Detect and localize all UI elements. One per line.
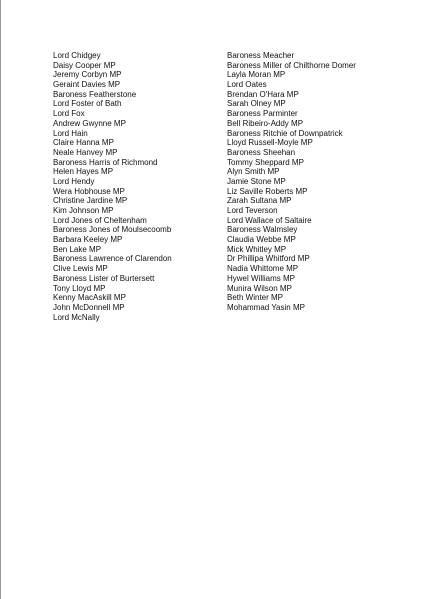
signatory-name: Baroness Featherstone [53, 89, 137, 99]
signatory-name: Barbara Keeley MP [53, 235, 123, 245]
signatory-name: Hywel Williams MP [227, 273, 295, 283]
signatory-name: Tommy Sheppard MP [227, 157, 304, 167]
signatory-list-right [227, 51, 356, 313]
signatory-name: Liz Saville Roberts MP [227, 186, 308, 196]
signatory-name: Munira Wilson MP [227, 283, 292, 293]
signatory-name: Tony Lloyd MP [53, 283, 106, 293]
signatory-name: Kim Johnson MP [53, 206, 114, 215]
signatory-name: Kenny MacAskill MP [53, 293, 126, 303]
signatory-name: Mick Whitley MP [227, 244, 287, 254]
signatory-name: Brendan O'Hara MP [227, 89, 299, 99]
signatory-name: Claire Hanna MP [53, 138, 114, 148]
signatory-name: Lord Hendy [53, 176, 95, 186]
signatory-name: Zarah Sultana MP [227, 196, 292, 206]
signatory-name: John McDonnell MP [53, 302, 125, 312]
signatory-name: Lord Fox [53, 109, 85, 119]
signatory-name: Beth Winter MP [227, 293, 284, 303]
signatory-name: Lord McNally [53, 312, 100, 322]
signatory-name: Jamie Stone MP [227, 176, 286, 186]
signatory-name: Baroness Harris of Richmond [53, 157, 158, 167]
signatory-name: Alyn Smith MP [227, 167, 280, 177]
signatory-name: Bell Ribeiro-Addy MP [227, 118, 304, 128]
signatory-name: Baroness Jones of Moulsecoomb [53, 225, 172, 235]
signatory-name: Baroness Lawrence of Clarendon [53, 254, 172, 264]
signatory-name: Lord Chidgey [53, 51, 101, 60]
signatory-name: Lord Foster of Bath [53, 99, 122, 109]
signatory-name: Lord Wallace of Saltaire [227, 215, 312, 225]
signatory-name: Baroness Meacher [227, 51, 295, 60]
signatory-name: Baroness Parminter [227, 109, 298, 119]
signatory-name: Layla Moran MP [227, 70, 286, 80]
signatory-name: Sarah Olney MP [227, 99, 286, 109]
signatory-name: Wera Hobhouse MP [53, 186, 125, 196]
signatory-name: Lord Hain [53, 128, 88, 138]
signatory-name: Mohammad Yasin MP [227, 302, 305, 312]
signatory-name: Baroness Sheehan [227, 147, 296, 157]
signatory-name: Baroness Miller of Chilthorne Domer [227, 60, 356, 70]
signatory-name: Clive Lewis MP [53, 264, 108, 274]
signatory-list-left [53, 51, 172, 322]
signatory-name: Lord Oates [227, 80, 267, 90]
signatory-name: Ben Lake MP [53, 244, 102, 254]
signatory-name: Christine Jardine MP [53, 196, 128, 206]
signatory-name: Neale Hanvey MP [53, 147, 118, 157]
signatory-name: Baroness Walmsley [227, 225, 298, 235]
signatory-name: Nadia Whittome MP [227, 264, 299, 274]
signatory-name: Daisy Cooper MP [53, 60, 116, 70]
signatory-name: Lord Jones of Cheltenham [53, 215, 147, 225]
signatory-name: Claudia Webbe MP [227, 235, 296, 245]
signatory-name: Helen Hayes MP [53, 167, 114, 177]
signatory-name: Lord Teverson [227, 206, 278, 215]
signatory-name: Dr Phillipa Whitford MP [227, 254, 310, 264]
signatory-name: Geraint Davies MP [53, 80, 121, 90]
signatory-name: Andrew Gwynne MP [53, 118, 126, 128]
signatory-name: Jeremy Corbyn MP [53, 70, 122, 80]
signatory-name: Baroness Ritchie of Downpatrick [227, 128, 343, 138]
signatory-name: Baroness Lister of Burtersett [53, 273, 155, 283]
signatory-name: Lloyd Russell-Moyle MP [227, 138, 313, 148]
